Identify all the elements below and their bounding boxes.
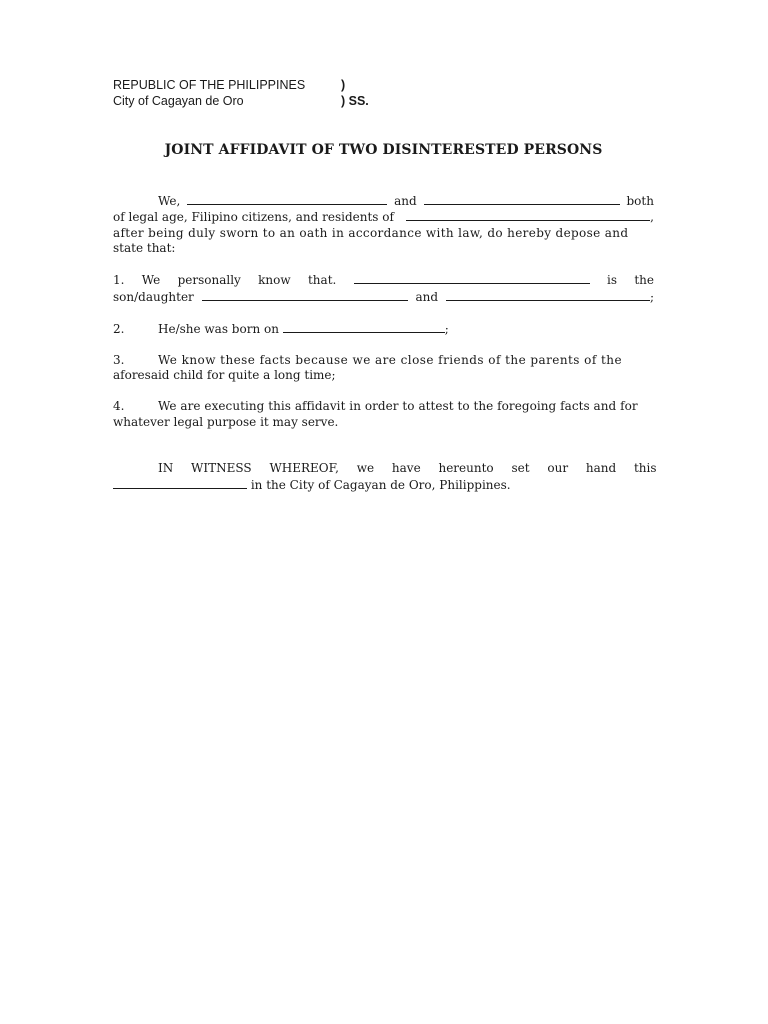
intro-we: We, — [158, 193, 181, 208]
intro-residence-text: of legal age, Filipino citizens, and residents of — [113, 210, 394, 224]
venue-country: REPUBLIC OF THE PHILIPPINES — [113, 78, 306, 92]
item-1-word: the — [634, 273, 654, 287]
item-4-number: 4. — [113, 399, 125, 413]
item-1-and: and — [415, 289, 439, 304]
intro-comma: , — [650, 210, 654, 224]
item-2-number: 2. — [113, 321, 125, 336]
item-3-line-2: aforesaid child for quite a long time; — [113, 368, 336, 382]
mother-name-blank[interactable] — [446, 289, 650, 301]
witness-line-1: IN WITNESS WHEREOF, we have hereunto set our hand this — [158, 461, 657, 475]
item-1-word: personally — [177, 273, 241, 287]
witness-date-blank[interactable] — [113, 477, 247, 489]
item-1-semicolon: ; — [649, 289, 654, 304]
item-2-text: He/she was born on — [158, 321, 279, 336]
item-3 — [113, 353, 654, 384]
venue-city: City of Cagayan de Oro — [113, 93, 244, 108]
venue-paren-1: ) — [341, 78, 346, 92]
item-1 — [113, 272, 654, 305]
affiant-1-name-blank[interactable] — [187, 193, 387, 205]
item-4-line-1: We are executing this affidavit in order to attest to the foregoing facts and for — [158, 399, 638, 413]
intro-and: and — [394, 193, 417, 208]
item-3-number: 3. — [113, 352, 125, 367]
item-1-word: is — [606, 273, 617, 287]
intro-state-text: state that: — [113, 241, 176, 255]
venue-block — [113, 78, 654, 109]
affidavit-document — [113, 78, 657, 509]
father-name-blank[interactable] — [202, 289, 408, 301]
venue-ss: ) SS. — [341, 93, 369, 108]
intro-oath-text: after being duly sworn to an oath in accordance with law, do hereby depose and — [113, 225, 629, 240]
witness-line-2: in the City of Cagayan de Oro, Philippines. — [250, 477, 511, 492]
item-1-word: We — [141, 273, 161, 287]
residence-blank[interactable] — [406, 209, 650, 221]
item-1-son-daughter: son/daughter — [113, 289, 194, 304]
intro-both: both — [626, 193, 654, 208]
witness-clause — [113, 461, 657, 493]
item-1-word: know — [258, 273, 291, 287]
document-title: JOINT AFFIDAVIT OF TWO DISINTERESTED PERSONS — [164, 142, 603, 158]
item-4 — [113, 399, 654, 430]
item-1-number: 1. — [113, 273, 125, 287]
intro-paragraph — [113, 193, 654, 257]
birth-date-blank[interactable] — [283, 321, 445, 333]
affiant-2-name-blank[interactable] — [424, 193, 620, 205]
child-name-blank[interactable] — [354, 272, 590, 284]
item-2-semicolon: ; — [444, 321, 449, 336]
item-4-line-2: whatever legal purpose it may serve. — [113, 414, 339, 429]
item-1-word: that. — [307, 273, 337, 287]
item-2 — [113, 321, 654, 338]
item-3-line-1: We know these facts because we are close friends of the parents of the — [158, 352, 623, 367]
